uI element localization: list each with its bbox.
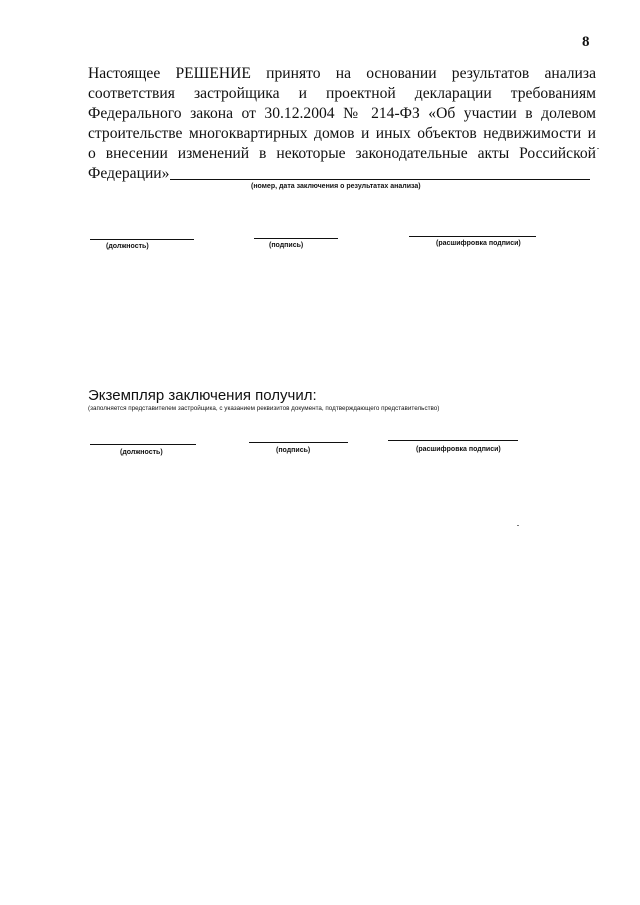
decision-line-3: Федерального закона от 30.12.2004 № 214-ФЗ «Об участии в долевом: [88, 105, 596, 122]
decoding-line-2: [388, 440, 518, 441]
page-number: 8: [582, 34, 590, 50]
signature-caption-2: (подпись): [276, 447, 311, 454]
position-caption-2: (должность): [120, 449, 163, 456]
conclusion-fill-line: [170, 179, 590, 180]
signature-line-1: [254, 238, 338, 239]
scan-speck: [517, 525, 519, 526]
position-line-2: [90, 444, 196, 445]
decision-line-1: Настоящее РЕШЕНИЕ принято на основании результатов анализа: [88, 65, 596, 82]
receipt-note: (заполняется представителем застройщика, с указанием реквизитов документа, подтверждающего представительство): [88, 405, 440, 412]
decision-line-4: строительстве многоквартирных домов и иных объектов недвижимости и: [88, 125, 596, 142]
signature-line-2: [249, 442, 348, 443]
position-line-1: [90, 239, 194, 240]
decision-last-line: Федерации»: [88, 165, 170, 182]
receipt-heading: Экземпляр заключения получил:: [88, 387, 317, 404]
position-caption-1: (должность): [106, 243, 149, 250]
decoding-line-1: [409, 236, 536, 237]
decision-paragraph: [88, 64, 596, 164]
scan-speck: [597, 148, 599, 149]
conclusion-caption: (номер, дата заключения о результатах анализа): [251, 183, 421, 190]
signature-caption-1: (подпись): [269, 242, 304, 249]
decision-line-2: соответствия застройщика и проектной декларации требованиям: [88, 85, 596, 102]
decoding-caption-2: (расшифровка подписи): [416, 446, 501, 453]
decision-line-5: о внесении изменений в некоторые законодательные акты Российской: [88, 145, 596, 162]
decoding-caption-1: (расшифровка подписи): [436, 240, 521, 247]
